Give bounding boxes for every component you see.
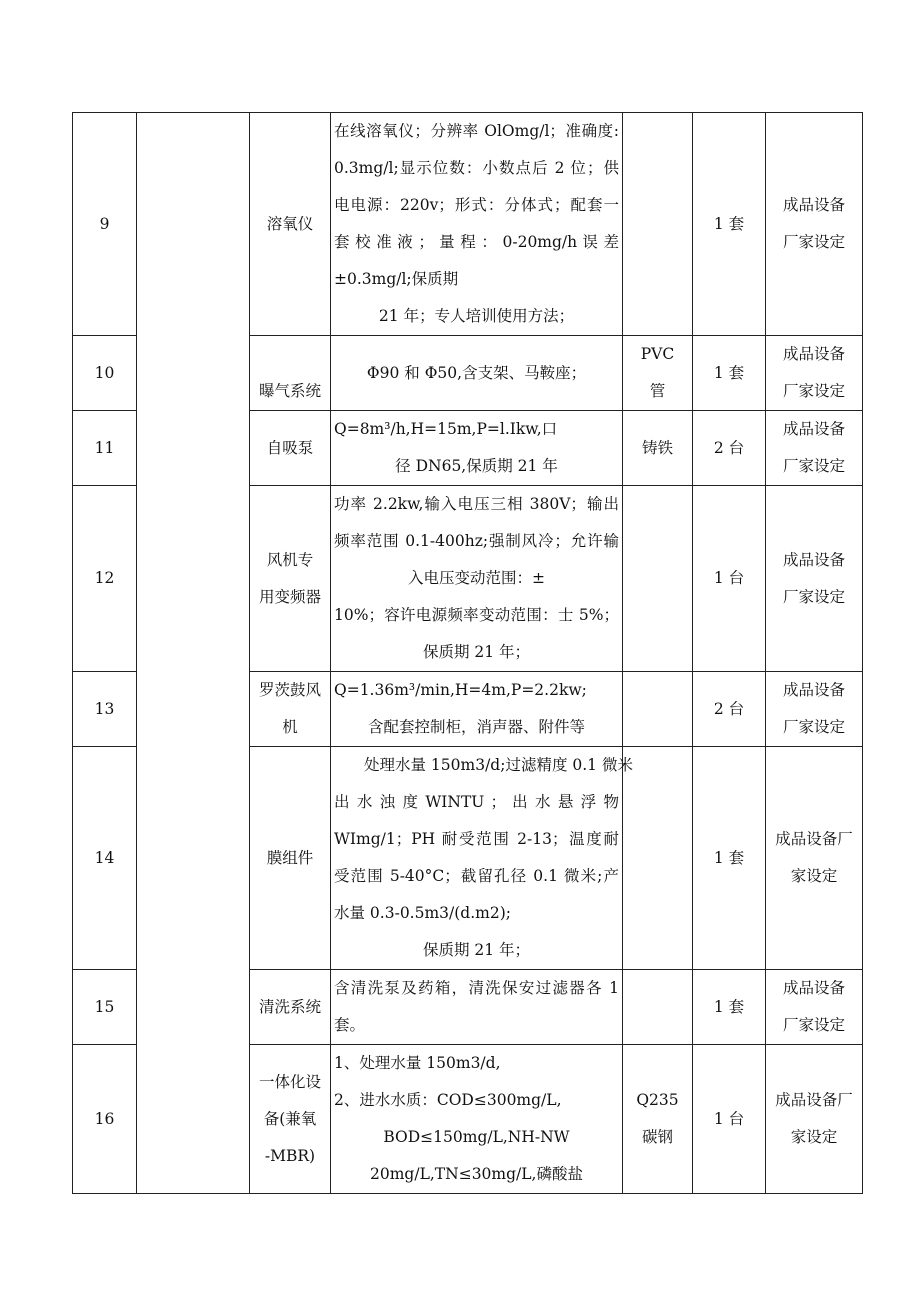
spec-line: Q=1.36m³/min,H=4m,P=2.2kw; bbox=[334, 681, 587, 699]
equipment-name: 曝气系统 bbox=[258, 382, 321, 400]
spec-line: 20mg/L,TN≤30mg/L,磷酸盐 bbox=[370, 1165, 583, 1183]
equipment-name-cell bbox=[250, 970, 331, 1045]
remark: 厂家设定 bbox=[782, 587, 845, 606]
equipment-name: 备(兼氧 bbox=[263, 1109, 317, 1128]
material: 管 bbox=[649, 382, 666, 400]
remark: 家设定 bbox=[790, 1128, 838, 1146]
material-cell bbox=[623, 1045, 693, 1194]
equipment-name-cell bbox=[250, 672, 331, 747]
spec-line: 2、进水水质：COD≤300mg/L, bbox=[334, 1091, 562, 1109]
equipment-name: 清洗系统 bbox=[258, 997, 321, 1016]
spec-line: 保质期 21 年； bbox=[422, 643, 531, 661]
quantity-cell bbox=[693, 672, 766, 747]
quantity: 1 套 bbox=[713, 848, 745, 867]
material-cell bbox=[623, 411, 693, 486]
row-number-cell bbox=[73, 411, 137, 486]
remark: 成品设备 bbox=[782, 550, 845, 569]
remark: 厂家设定 bbox=[782, 718, 845, 736]
spec-line: 频率范围 0.1-400hz;强制风冷；允许输 bbox=[334, 532, 619, 550]
remark: 成品设备厂 bbox=[775, 830, 853, 848]
remark-cell bbox=[766, 747, 863, 970]
equipment-name-cell bbox=[250, 336, 331, 411]
spec-line: 受范围 5-40°C；截留孔径 0.1 微米;产 bbox=[334, 867, 619, 885]
spec-line: Q=8m³/h,H=15m,P=l.Ikw,口 bbox=[334, 420, 558, 438]
remark: 厂家设定 bbox=[782, 1016, 845, 1034]
row-number-cell bbox=[73, 747, 137, 970]
quantity: 1 套 bbox=[713, 363, 745, 382]
spec-line: Φ90 和 Φ50,含支架、马鞍座； bbox=[366, 363, 587, 382]
spec-line: 入电压变动范围：± bbox=[408, 569, 545, 587]
spec-cell bbox=[331, 747, 633, 970]
remark: 成品设备 bbox=[782, 345, 845, 363]
table-row bbox=[73, 113, 863, 336]
spec-line: 功率 2.2kw,输入电压三相 380V；输出 bbox=[334, 495, 619, 513]
material-cell bbox=[623, 113, 693, 336]
row-number-cell bbox=[73, 672, 137, 747]
quantity: 1 台 bbox=[713, 569, 745, 587]
spec-line: 含配套控制柜，消声器、附件等 bbox=[367, 718, 585, 736]
equipment-name: 一体化设 bbox=[258, 1072, 321, 1091]
row-number: 13 bbox=[94, 699, 115, 718]
material: 铸铁 bbox=[641, 438, 673, 457]
row-number-cell bbox=[73, 970, 137, 1045]
spec-cell bbox=[331, 1045, 623, 1194]
remark: 厂家设定 bbox=[782, 382, 845, 400]
blank-merged-cell bbox=[137, 113, 250, 1194]
quantity: 1 套 bbox=[713, 997, 745, 1016]
spec-line: 21 年；专人培训使用方法； bbox=[378, 307, 575, 325]
quantity-cell bbox=[693, 486, 766, 672]
quantity: 2 台 bbox=[713, 438, 745, 457]
quantity-cell bbox=[693, 411, 766, 486]
equipment-name: 罗茨鼓风 bbox=[258, 681, 321, 699]
spec-line: 保质期 21 年； bbox=[422, 941, 531, 959]
equipment-name-cell bbox=[250, 411, 331, 486]
row-number: 12 bbox=[94, 569, 115, 587]
row-number: 11 bbox=[94, 438, 115, 457]
spec-line: 在线溶氧仪；分辨率 OlOmg/l；准确度: bbox=[334, 122, 619, 140]
equipment-name: -MBR) bbox=[264, 1146, 316, 1165]
quantity-cell bbox=[693, 747, 766, 970]
spec-line: WImg/1；PH 耐受范围 2-13；温度耐 bbox=[334, 830, 619, 848]
remark: 成品设备 bbox=[782, 196, 845, 214]
spec-cell bbox=[331, 970, 623, 1045]
equipment-name: 溶氧仪 bbox=[266, 214, 314, 233]
spec-line: 电电源：220v；形式：分体式；配套一 bbox=[334, 196, 619, 214]
spec-line: 径 DN65,保质期 21 年 bbox=[395, 457, 558, 475]
material-cell bbox=[623, 970, 693, 1045]
equipment-name: 膜组件 bbox=[266, 848, 314, 867]
row-number: 16 bbox=[94, 1109, 115, 1128]
remark: 成品设备 bbox=[782, 681, 845, 699]
row-number: 9 bbox=[99, 214, 110, 233]
equipment-spec-table bbox=[72, 112, 863, 1194]
spec-cell bbox=[331, 336, 623, 411]
remark-cell bbox=[766, 336, 863, 411]
remark-cell bbox=[766, 970, 863, 1045]
spec-line: 处理水量 150m3/d;过滤精度 0.1 微米 bbox=[364, 756, 633, 774]
material: Q235 bbox=[636, 1091, 679, 1109]
spec-line: 含清洗泵及药箱，清洗保安过滤器各 1 bbox=[334, 979, 619, 997]
remark-cell bbox=[766, 411, 863, 486]
table-body bbox=[73, 113, 863, 1194]
row-number-cell bbox=[73, 113, 137, 336]
remark-cell bbox=[766, 672, 863, 747]
remark: 成品设备 bbox=[782, 420, 845, 438]
equipment-name: 自吸泵 bbox=[266, 438, 314, 457]
equipment-name-cell bbox=[250, 113, 331, 336]
remark-cell bbox=[766, 113, 863, 336]
quantity-cell bbox=[693, 113, 766, 336]
row-number-cell bbox=[73, 486, 137, 672]
row-number-cell bbox=[73, 1045, 137, 1194]
spec-line: ±0.3mg/l;保质期 bbox=[334, 270, 459, 288]
equipment-name-cell bbox=[250, 486, 331, 672]
quantity-cell bbox=[693, 970, 766, 1045]
material-cell bbox=[623, 486, 693, 672]
spec-line: BOD≤150mg/L,NH-NW bbox=[383, 1128, 570, 1146]
quantity-cell bbox=[693, 1045, 766, 1194]
remark: 成品设备厂 bbox=[775, 1091, 853, 1109]
equipment-name-cell bbox=[250, 1045, 331, 1194]
remark-cell bbox=[766, 486, 863, 672]
spec-cell bbox=[331, 486, 623, 672]
spec-line: 1、处理水量 150m3/d, bbox=[334, 1054, 501, 1072]
row-number: 14 bbox=[94, 848, 115, 867]
material-cell bbox=[623, 672, 693, 747]
quantity: 1 台 bbox=[713, 1109, 745, 1128]
quantity-cell bbox=[693, 336, 766, 411]
quantity: 1 套 bbox=[713, 214, 745, 233]
equipment-name: 机 bbox=[282, 718, 298, 736]
spec-line: 10%；容许电源频率变动范围：士 5%； bbox=[334, 606, 619, 624]
row-number-cell bbox=[73, 336, 137, 411]
material-cell bbox=[623, 336, 693, 411]
equipment-name: 风机专 bbox=[266, 550, 314, 569]
spec-line: 水量 0.3-0.5m3/(d.m2); bbox=[334, 904, 511, 922]
spec-line: 0.3mg/l;显示位数：小数点后 2 位；供 bbox=[334, 159, 619, 177]
spec-line: 套 校 准 液 ； 量 程 ： 0-20mg/h 误 差 bbox=[334, 233, 619, 251]
material: PVC bbox=[640, 345, 675, 363]
equipment-name: 用变频器 bbox=[258, 587, 321, 606]
spec-cell bbox=[331, 113, 623, 336]
remark: 成品设备 bbox=[782, 979, 845, 997]
material-cell bbox=[623, 747, 693, 970]
spec-cell bbox=[331, 411, 623, 486]
equipment-name-cell bbox=[250, 747, 331, 970]
spec-cell bbox=[331, 672, 623, 747]
remark: 厂家设定 bbox=[782, 457, 845, 475]
row-number: 10 bbox=[94, 363, 115, 382]
spec-line: 出 水 浊 度 WINTU ； 出 水 悬 浮 物 bbox=[334, 793, 619, 811]
quantity: 2 台 bbox=[713, 699, 745, 718]
row-number: 15 bbox=[94, 997, 115, 1016]
remark: 家设定 bbox=[790, 867, 838, 885]
remark: 厂家设定 bbox=[782, 233, 845, 251]
spec-line: 套。 bbox=[334, 1016, 366, 1034]
remark-cell bbox=[766, 1045, 863, 1194]
material: 碳钢 bbox=[641, 1128, 673, 1146]
